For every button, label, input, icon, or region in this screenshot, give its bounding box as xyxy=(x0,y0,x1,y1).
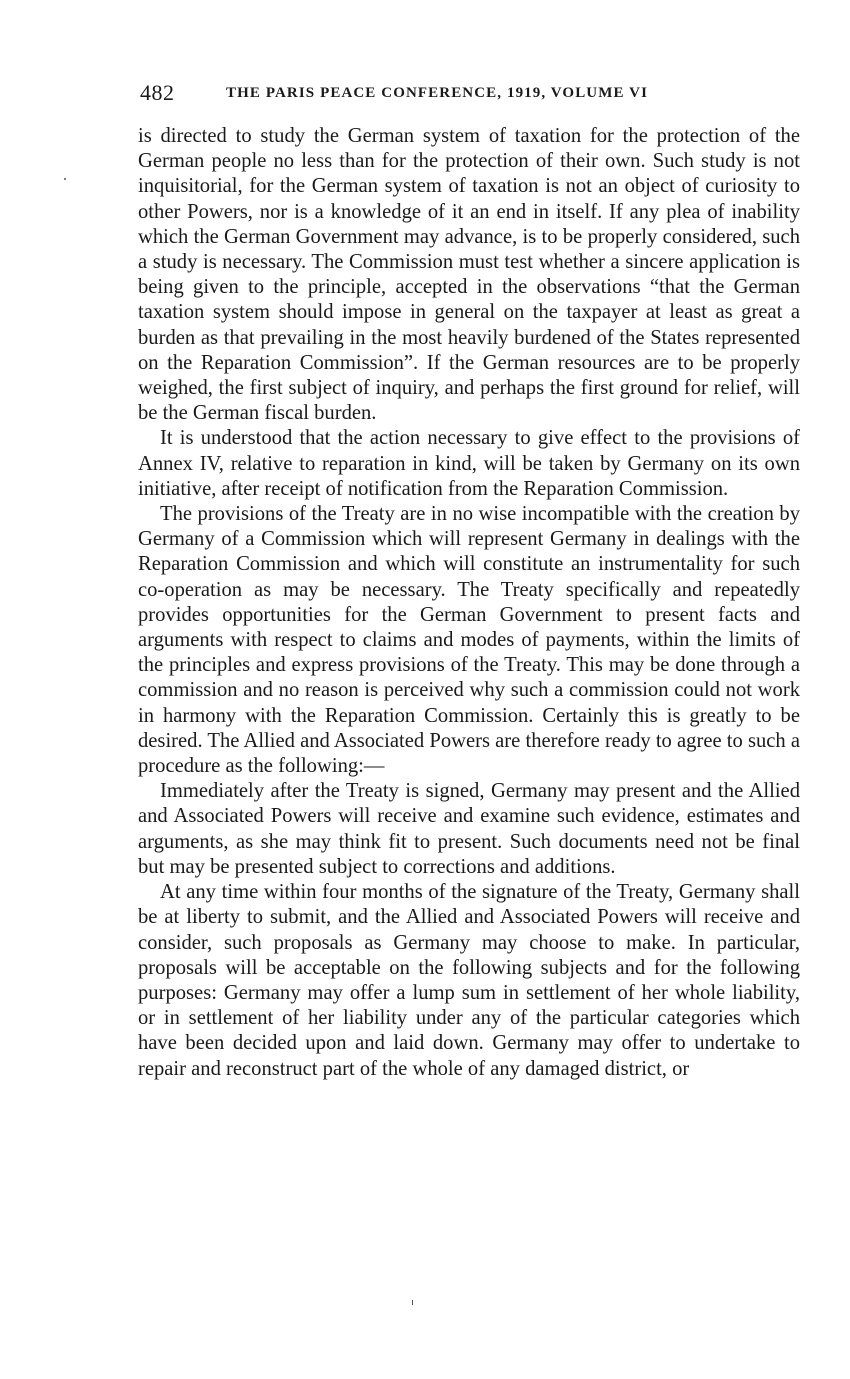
scan-speck xyxy=(412,1300,413,1305)
running-header xyxy=(140,80,820,110)
scan-speck xyxy=(64,178,66,180)
paragraph: At any time within four months of the signature of the Treaty, Germany shall be at liberty to submit, and the Allied and Associated Powers will receive and consider, such proposals as Germany may choose to make. In particular, proposals will be acceptable on the following subjects and for the following purposes: Germany may offer a lump sum in settlement of her whole liability, or in settlement of her liability under any of the particular categories which have been decided upon and laid down. Germany may offer to undertake to repair and reconstruct part of the whole of any damaged district, or xyxy=(138,881,800,1080)
running-title: THE PARIS PEACE CONFERENCE, 1919, VOLUME VI xyxy=(226,85,649,101)
page-number: 482 xyxy=(140,80,175,105)
body-text xyxy=(138,124,800,1082)
paragraph: The provisions of the Treaty are in no wise incompatible with the creation by Germany of a Commission which will represent Germany in dealings with the Reparation Commission and which will constitute an instrumentality for such co-operation as may be necessary. The Treaty specifically and repeatedly provides opportunities for the German Government to present facts and arguments with respect to claims and modes of payments, within the limits of the principles and express provisions of the Treaty. This may be done through a commission and no reason is perceived why such a commission could not work in harmony with the Reparation Commission. Certainly this is greatly to be desired. The Allied and Associated Powers are therefore ready to agree to such a procedure as the following:— xyxy=(138,503,800,778)
paragraph: It is understood that the action necessary to give effect to the provisions of Annex IV, relative to reparation in kind, will be taken by Germany on its own initiative, after receipt of notification from the Reparation Commission. xyxy=(138,427,800,500)
paragraph: is directed to study the German system of taxation for the protection of the German people no less than for the protection of their own. Such study is not inquisitorial, for the German system of taxation is not an object of curiosity to other Powers, nor is a knowledge of it an end in itself. If any plea of inability which the German Government may advance, is to be properly considered, such a study is necessary. The Commission must test whether a sincere application is being given to the principle, accepted in the observations “that the German taxation system should impose in general on the taxpayer at least as great a burden as that prevailing in the most heavily burdened of the States represented on the Reparation Commission”. If the German resources are to be properly weighed, the first subject of inquiry, and perhaps the first ground for relief, will be the German fiscal burden. xyxy=(138,125,800,425)
paragraph: Immediately after the Treaty is signed, Germany may present and the Allied and Associated Powers will receive and examine such evidence, estimates and arguments, as she may think fit to present. Such documents need not be final but may be presented subject to corrections and additions. xyxy=(138,780,800,878)
